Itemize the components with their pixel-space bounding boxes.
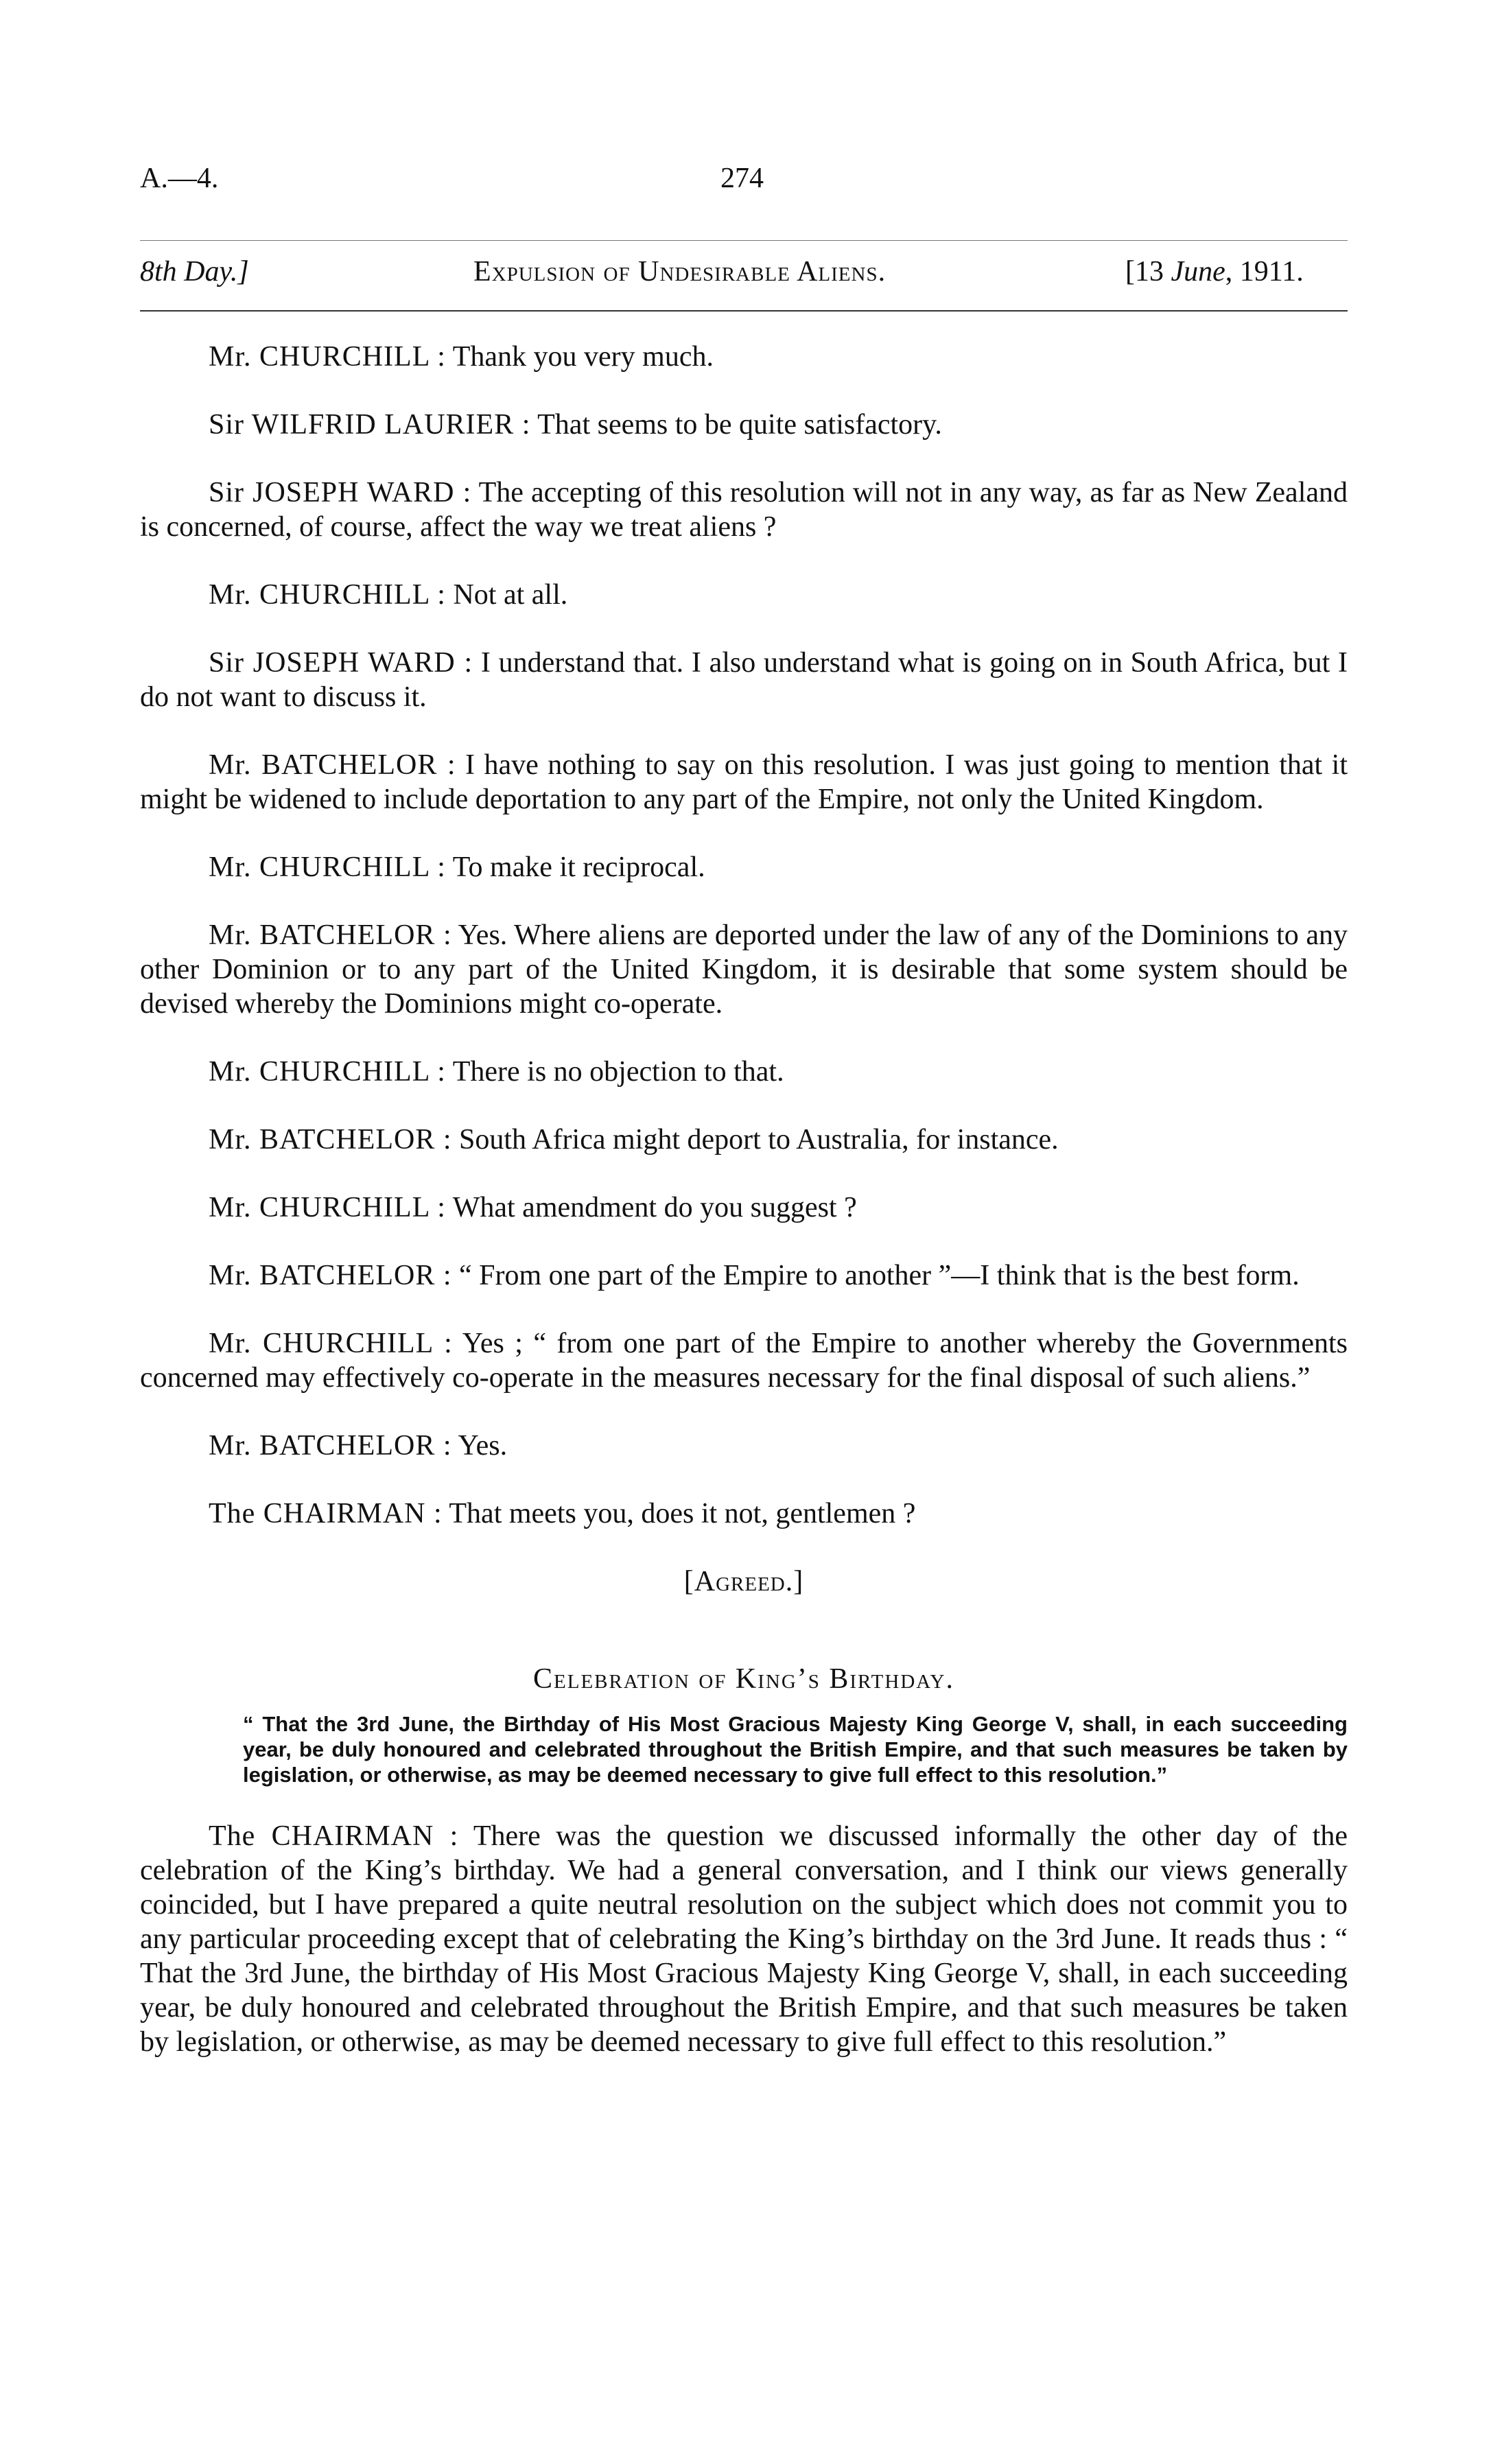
speech-paragraph — [140, 1123, 1348, 1157]
speaker-name: Mr. BATCHELOR : — [209, 749, 456, 781]
speech-text: There is no objection to that. — [452, 1056, 784, 1088]
speaker-name: The CHAIRMAN : — [209, 1498, 443, 1529]
speech-text: I understand that. I also understand what is going on in South Africa, but I do not want to discuss it. — [140, 647, 1348, 713]
speech-paragraph — [140, 578, 1348, 612]
date-month: June — [1171, 256, 1225, 288]
speech-text: Thank you very much. — [452, 341, 714, 373]
speech-text: Not at all. — [453, 579, 568, 611]
date-prefix: [13 — [1125, 256, 1171, 288]
speech-text: What amendment do you suggest ? — [452, 1192, 857, 1223]
date-suffix: , 1911. — [1225, 256, 1304, 288]
speaker-name: Mr. CHURCHILL : — [209, 579, 446, 611]
speaker-name: Mr. CHURCHILL : — [209, 1328, 453, 1359]
speaker-name: Sir JOSEPH WARD : — [209, 647, 473, 679]
speech-text: I have nothing to say on this resolution. I was just going to mention that it might be widened to include deportation to any part of the Empire, not only the United Kingdom. — [140, 749, 1348, 815]
speech-text: Yes ; “ from one part of the Empire to another whereby the Governments concerned may effectively co-operate in the measures necessary for the final disposal of such aliens.” — [140, 1328, 1348, 1394]
speech-text: That meets you, does it not, gentlemen ? — [449, 1498, 916, 1529]
speaker-name: Mr. BATCHELOR : — [209, 1430, 452, 1462]
speech-paragraph — [140, 918, 1348, 1021]
speech-text: Yes. — [458, 1430, 508, 1462]
speech-paragraph — [140, 1190, 1348, 1225]
speech-paragraph — [140, 748, 1348, 817]
speech-paragraph — [140, 1819, 1348, 2059]
speech-text: To make it reciprocal. — [452, 852, 705, 883]
speech-paragraph — [140, 1326, 1348, 1395]
header-top-rule — [140, 240, 1348, 241]
speaker-name: Mr. BATCHELOR : — [209, 1260, 452, 1291]
speaker-name: Mr. CHURCHILL : — [209, 1056, 446, 1088]
speech-paragraph — [140, 408, 1348, 442]
speech-text: There was the question we discussed informally the other day of the celebration of the King’s birthday. We had a general conversation, and I think our views generally coincided, but I have prepared a quite neutral resolution on the subject which does not commit you to any particular proceeding except that of celebrating the King’s birthday on the 3rd June. It reads thus : “ That the 3rd June, the birthday of His Most Gracious Majesty King George V, shall, in each succeeding year, be duly honoured and celebrated throughout the British Empire, and that such measures be taken by legislation, or otherwise, as may be deemed necessary to give full effect to this resolution.” — [140, 1820, 1348, 2058]
running-header-title: Expulsion of Undesirable Aliens. — [473, 256, 887, 288]
speech-paragraph — [140, 850, 1348, 884]
speech-text: South Africa might deport to Australia, for instance. — [459, 1124, 1059, 1155]
speaker-name: Sir JOSEPH WARD : — [209, 477, 472, 508]
speaker-name: Sir WILFRID LAURIER : — [209, 409, 531, 441]
speech-text: “ From one part of the Empire to another ”—I think that is the best form. — [459, 1260, 1300, 1291]
speech-text: That seems to be quite satisfactory. — [537, 409, 942, 441]
speech-paragraph — [140, 1055, 1348, 1089]
speaker-name: The CHAIRMAN : — [209, 1820, 459, 1852]
agreed-note — [140, 1564, 1348, 1599]
speech-paragraph — [140, 646, 1348, 714]
speaker-name: Mr. CHURCHILL : — [209, 1192, 446, 1223]
running-header-date — [1125, 255, 1304, 288]
speech-paragraph — [140, 1429, 1348, 1463]
speech-paragraph — [140, 476, 1348, 544]
speech-paragraph — [140, 340, 1348, 374]
speech-text: The accepting of this resolution will not in any way, as far as New Zealand is concerned, of course, affect the way we treat aliens ? — [140, 477, 1348, 543]
speaker-name: Mr. BATCHELOR : — [209, 919, 452, 951]
section-heading: Celebration of King’s Birthday. — [533, 1663, 954, 1695]
page-number: 274 — [720, 163, 764, 194]
speaker-name: Mr. CHURCHILL : — [209, 341, 446, 373]
speaker-name: Mr. BATCHELOR : — [209, 1124, 452, 1155]
speaker-name: Mr. CHURCHILL : — [209, 852, 446, 883]
running-header-day: 8th Day.] — [140, 256, 249, 288]
series-number: A.—4. — [140, 163, 219, 194]
resolution-text: “ That the 3rd June, the Birthday of His Most Gracious Majesty King George V, shall, in each succeeding year, be duly honoured and celebrated throughout the British Empire, and that such measures be taken by legislation, or otherwise, as may be deemed necessary to give full effect to this resolution.” — [243, 1712, 1348, 1787]
document-body — [140, 340, 1348, 2093]
speech-text: Yes. Where aliens are deported under the law of any of the Dominions to any other Dominion or to any part of the United Kingdom, it is desirable that some system should be devised whereby the Dominions might co-operate. — [140, 919, 1348, 1020]
speech-paragraph — [140, 1258, 1348, 1293]
speech-paragraph — [140, 1497, 1348, 1531]
header-bottom-rule — [140, 310, 1348, 312]
agreed-text: [Agreed.] — [683, 1566, 804, 1597]
